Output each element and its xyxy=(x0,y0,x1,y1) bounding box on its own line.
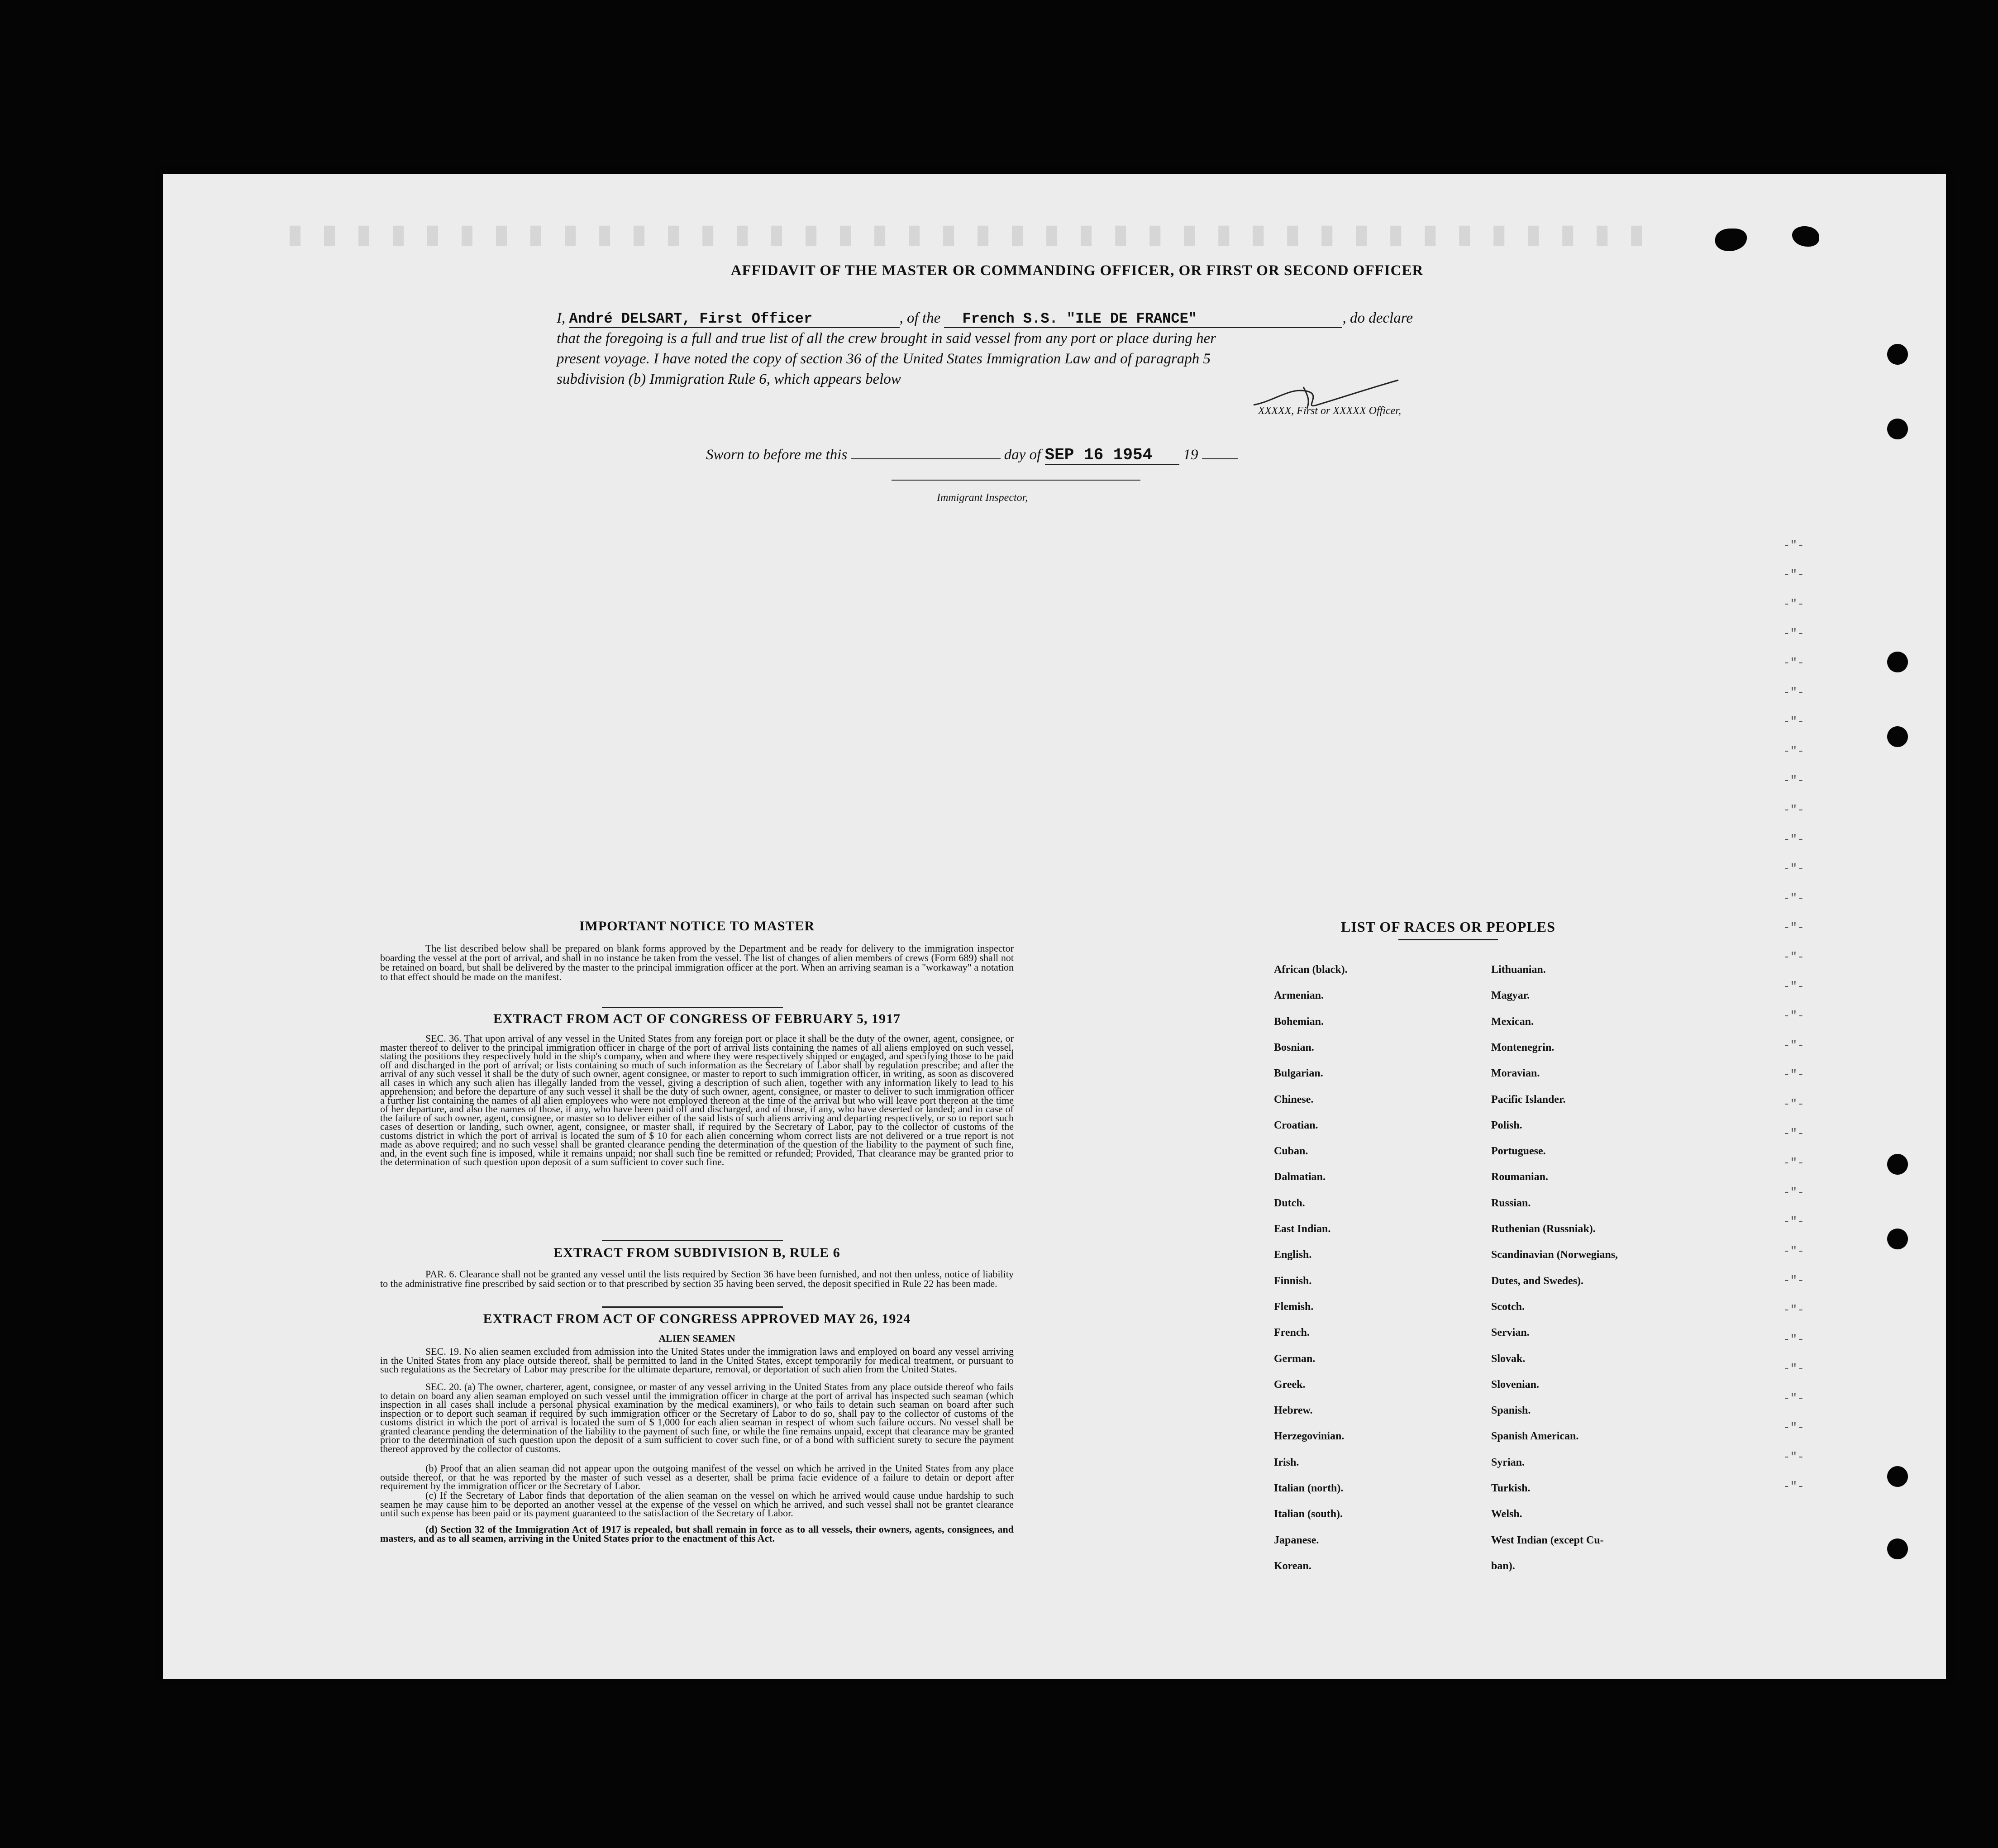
act-1924-sec20a: SEC. 20. (a) The owner, charterer, agent, consignee, or master of any vessel arriving in the United States from any place outside thereof who fails to detain on board any alien seaman employed on such vessel until the immigration officer in charge at the port of arrival has inspected such seaman (which inspection in all cases shall include a personal physical examination by the medical examiners), or who fails to detain such seaman on board after such inspection or to deport such seaman if required by such immigration officer or the Secretary of Labor to do so, shall pay to the collector of customs of the customs district in which the port of arrival is located the sum of $ 1,000 for each alien seaman in respect of whom such failure occurs. No vessel shall be granted clearance pending the determination of the liability to the payment of such fine, or while the fine remains unpaid, except that clearance may be granted prior to the determination of such question upon the deposit of a sum sufficient to cover such fine, or of a bond with sufficient surety to secure the payment thereof approved by the collector of customs. xyxy=(380,1381,1014,1454)
bleed-through-mark: -"- xyxy=(1783,1038,1804,1052)
bleed-through-mark: -"- xyxy=(1783,597,1804,611)
bleed-through-mark: -"- xyxy=(1783,1391,1804,1405)
notice-body: The list described below shall be prepared on blank forms approved by the Department and be ready for delivery to the immigration inspector boarding the vessel at the port of arrival, and shall in no instance be taken from the vessel. The list of changes of alien members of crews (Form 689) shall not be retained on board, but shall be delivered by the master to the principal immigration officer at the port. When an arriving seaman is a "workaway" a notation to that effect should be made on the manifest. xyxy=(380,943,1014,982)
race-item: Bulgarian. xyxy=(1274,1067,1323,1080)
rule-6-body: PAR. 6. Clearance shall not be granted any vessel until the lists required by Section 36 have been furnished, and not then unless, notice of liability to the administrative fine prescribed by said section or to that prescribed by section 35 having been served, the deposit specified in Rule 22 has been made. xyxy=(380,1268,1014,1289)
bleed-through-mark: -"- xyxy=(1783,1333,1804,1346)
punch-hole xyxy=(1887,419,1908,439)
punch-hole xyxy=(1887,1229,1908,1249)
bleed-through-mark: -"- xyxy=(1783,568,1804,581)
declaration-line-1 xyxy=(557,310,1616,328)
bleed-through-header: █ █ █ █ █ █ █ █ █ █ █ █ █ █ █ █ █ █ █ █ █ █ █ █ █ █ █ █ █ █ █ █ █ █ █ █ █ █ █ █ xyxy=(290,226,1649,247)
punch-hole xyxy=(1887,726,1908,747)
race-item: Roumanian. xyxy=(1491,1171,1549,1183)
vessel-name: French S.S. "ILE DE FRANCE" xyxy=(944,310,1342,328)
punch-hole xyxy=(1887,1538,1908,1559)
race-item: Dutes, and Swedes). xyxy=(1491,1275,1584,1287)
bleed-through-mark: -"- xyxy=(1783,1215,1804,1229)
do-declare-text: , do declare xyxy=(1342,310,1413,326)
act-1917-body: SEC. 36. That upon arrival of any vessel in the United States from any foreign port or place it shall be the duty of the owner, agent, consignee, or master thereof to deliver to the principal immigration officer in charge of the port of arrival lists containing the names of all aliens employed on such vessel, stating the positions they respectively hold in the ship's company, when and where they were respectively shipped or engaged, and specifying those to be paid off and discharged in the port of arrival; or lists containing so much of such information as the Secretary of Labor shall by regulation prescribe; and after the arrival of any such vessel it shall be the duty of such owner, agent consignee, or master to report to such immigration officer, in writing, as soon as discovered all cases in which any such alien has illegally landed from the vessel, giving a description of such alien, together with any information likely to lead to his apprehension; and before the departure of any such vessel it shall be the duty of such owner, agent, consignee, or master to deliver to such immigration officer a further list containing the names of all alien employees who were not employed thereon at the time of the arrival but who will leave port thereon at the time of her departure, and also the names of those, if any, who have been paid off and discharged, and of those, if any, who have deserted or landed; and in case of the failure of such owner, agent, consignee, or master so to deliver either of the said lists of such aliens arriving and departing respectively, or so to report such cases of desertion or landing, such owner, agent, consignee, or master shall, if required by the Secretary of Labor, pay to the collector of customs of the customs district in which the port of arrival is located the sum of $ 10 for each alien concerning whom correct lists are not delivered or a true report is not made as above required; and no such vessel shall be granted clearance pending the determination of the question of the liability to the payment of such fine, and, in the event such fine is imposed, while it remains unpaid; nor shall such fine be remitted or refunded; Provided, That clearance may be granted prior to the determination of such question upon deposit of a sum sufficient to cover such fine. xyxy=(380,1033,1014,1167)
race-item: Montenegrin. xyxy=(1491,1041,1555,1053)
act-1917-title: EXTRACT FROM ACT OF CONGRESS OF FEBRUARY 5, 1917 xyxy=(493,1011,901,1026)
signature-caption: XXXXX, First or XXXXX Officer, xyxy=(1258,405,1401,417)
race-item: Mexican. xyxy=(1491,1015,1534,1028)
race-item: ban). xyxy=(1491,1560,1515,1572)
race-item: Dutch. xyxy=(1274,1197,1305,1209)
day-of-text: day of xyxy=(1004,447,1041,463)
rule-6-title: EXTRACT FROM SUBDIVISION B, RULE 6 xyxy=(553,1245,840,1260)
race-item: Italian (south). xyxy=(1274,1508,1343,1520)
act-1924-subtitle: ALIEN SEAMEN xyxy=(658,1333,735,1344)
race-item: Scandinavian (Norwegians, xyxy=(1491,1249,1618,1261)
race-item: German. xyxy=(1274,1353,1316,1365)
race-item: Lithuanian. xyxy=(1491,964,1546,976)
race-item: Greek. xyxy=(1274,1378,1306,1391)
race-item: Herzegovinian. xyxy=(1274,1430,1345,1443)
year-suffix: 19 xyxy=(1183,447,1198,463)
declaration-line-3: present voyage. I have noted the copy of section 36 of the United States Immigration Law and of paragraph 5 xyxy=(557,351,1211,367)
section-divider xyxy=(602,1007,783,1008)
race-item: Hebrew. xyxy=(1274,1405,1313,1417)
race-item: East Indian. xyxy=(1274,1223,1331,1235)
declaration-line-4: subdivision (b) Immigration Rule 6, which appears below xyxy=(557,371,901,387)
race-item: Chinese. xyxy=(1274,1093,1314,1105)
bleed-through-mark: -"- xyxy=(1783,1156,1804,1170)
bleed-through-mark: -"- xyxy=(1783,715,1804,729)
bleed-through-mark: -"- xyxy=(1783,1421,1804,1434)
race-item: Scotch. xyxy=(1491,1300,1525,1313)
races-title-underline xyxy=(1398,939,1498,940)
ink-blot xyxy=(1792,226,1819,247)
section-divider xyxy=(602,1240,783,1241)
act-1924-sec20b: (b) Proof that an alien seaman did not appear upon the outgoing manifest of the vessel on which he arrived in the United States from any place outside thereof, or that he was reported by the master of such vessel as a deserter, shall be prima facie evidence of a failure to detain or deport after requirement by the immigration officer or the Secretary of Labor. xyxy=(380,1462,1014,1491)
race-item: Turkish. xyxy=(1491,1482,1531,1494)
bleed-through-mark: -"- xyxy=(1783,686,1804,699)
race-item: Slovenian. xyxy=(1491,1378,1540,1391)
bleed-through-mark: -"- xyxy=(1783,1303,1804,1317)
race-item: Slovak. xyxy=(1491,1353,1526,1365)
race-item: West Indian (except Cu- xyxy=(1491,1534,1604,1546)
bleed-through-mark: -"- xyxy=(1783,744,1804,758)
race-item: Armenian. xyxy=(1274,990,1324,1002)
bleed-through-mark: -"- xyxy=(1783,538,1804,552)
bleed-through-mark: -"- xyxy=(1783,921,1804,934)
bleed-through-mark: -"- xyxy=(1783,891,1804,905)
race-item: Italian (north). xyxy=(1274,1482,1344,1494)
sworn-day-blank xyxy=(851,458,1001,459)
race-item: Croatian. xyxy=(1274,1119,1318,1131)
punch-hole xyxy=(1887,1466,1908,1487)
declaration-i: I, xyxy=(557,310,566,326)
race-item: African (black). xyxy=(1274,964,1348,976)
race-item: Servian. xyxy=(1491,1327,1530,1339)
date-stamp: SEP 16 1954 xyxy=(1045,446,1180,465)
ink-blot xyxy=(1715,229,1747,251)
bleed-through-mark: -"- xyxy=(1783,1009,1804,1023)
bleed-through-mark: -"- xyxy=(1783,1450,1804,1464)
act-1924-sec20c: (c) If the Secretary of Labor finds that deportation of the alien seaman on the vessel on which he arrived would cause undue hardship to such seamen he may cause him to be deported an another vessel at the expense of the vessel on which he arrived, and such vessel shall not be grantet clearance until such expense has been paid or its payment guaranteed to the satisfaction of the Secretary of Labor. xyxy=(380,1490,1014,1519)
document-page xyxy=(163,174,1946,1679)
race-item: Pacific Islander. xyxy=(1491,1093,1566,1105)
race-item: Japanese. xyxy=(1274,1534,1319,1546)
race-item: Portuguese. xyxy=(1491,1145,1546,1157)
bleed-through-mark: -"- xyxy=(1783,862,1804,876)
race-item: Cuban. xyxy=(1274,1145,1308,1157)
inspector-caption: Immigrant Inspector, xyxy=(937,492,1028,504)
bleed-through-mark: -"- xyxy=(1783,627,1804,640)
bleed-through-mark: -"- xyxy=(1783,1274,1804,1287)
punch-hole xyxy=(1887,652,1908,672)
bleed-through-mark: -"- xyxy=(1783,1480,1804,1493)
race-item: Bosnian. xyxy=(1274,1041,1314,1053)
act-1924-title: EXTRACT FROM ACT OF CONGRESS APPROVED MAY 26, 1924 xyxy=(483,1311,911,1326)
bleed-through-mark: -"- xyxy=(1783,1362,1804,1376)
notice-title: IMPORTANT NOTICE TO MASTER xyxy=(579,919,815,934)
declaration-line-2: that the foregoing is a full and true list of all the crew brought in said vessel from any port or place during her xyxy=(557,330,1216,347)
race-item: Magyar. xyxy=(1491,990,1530,1002)
section-divider xyxy=(602,1306,783,1308)
race-item: Welsh. xyxy=(1491,1508,1522,1520)
races-title: LIST OF RACES OR PEOPLES xyxy=(1341,919,1555,935)
race-item: Korean. xyxy=(1274,1560,1311,1572)
bleed-through-mark: -"- xyxy=(1783,980,1804,993)
of-the-text: , of the xyxy=(899,310,941,326)
race-item: Spanish American. xyxy=(1491,1430,1579,1443)
act-1924-sec19: SEC. 19. No alien seamen excluded from admission into the United States under the immigration laws and employed on board any vessel arriving in the United States from any place outside thereof, shall be permitted to land in the United States, except temporarily for medical treatment, or pursuant to such regulations as the Secretary of Labor may prescribe for the ultimate departure, removal, or deportation of such alien from the United States. xyxy=(380,1346,1014,1375)
bleed-through-mark: -"- xyxy=(1783,774,1804,787)
race-item: Bohemian. xyxy=(1274,1015,1324,1028)
affidavit-title: AFFIDAVIT OF THE MASTER OR COMMANDING OFFICER, OR FIRST OR SECOND OFFICER xyxy=(730,262,1424,279)
race-item: Flemish. xyxy=(1274,1300,1314,1313)
race-item: Ruthenian (Russniak). xyxy=(1491,1223,1596,1235)
race-item: Finnish. xyxy=(1274,1275,1312,1287)
bleed-through-mark: -"- xyxy=(1783,1186,1804,1199)
bleed-through-mark: -"- xyxy=(1783,1068,1804,1081)
race-item: English. xyxy=(1274,1249,1312,1261)
race-item: Syrian. xyxy=(1491,1456,1525,1468)
race-item: Dalmatian. xyxy=(1274,1171,1326,1183)
race-item: French. xyxy=(1274,1327,1310,1339)
race-item: Spanish. xyxy=(1491,1405,1531,1417)
sworn-line xyxy=(706,446,1238,464)
bleed-through-mark: -"- xyxy=(1783,1097,1804,1111)
officer-name: André DELSART, First Officer xyxy=(569,310,900,328)
punch-hole xyxy=(1887,344,1908,365)
act-1924-sec20d: (d) Section 32 of the Immigration Act of 1917 is repealed, but shall remain in force as to all vessels, their owners, agents, consignees, and masters, and as to all seamen, arriving in the United States prior to the enactment of this Act. xyxy=(380,1524,1014,1544)
race-item: Moravian. xyxy=(1491,1067,1540,1080)
bleed-through-mark: -"- xyxy=(1783,1244,1804,1258)
sworn-text: Sworn to before me this xyxy=(706,447,848,463)
race-item: Polish. xyxy=(1491,1119,1522,1131)
bleed-through-mark: -"- xyxy=(1783,656,1804,670)
inspector-signature-line xyxy=(892,480,1140,481)
bleed-through-mark: -"- xyxy=(1783,950,1804,964)
bleed-through-mark: -"- xyxy=(1783,1127,1804,1140)
punch-hole xyxy=(1887,1154,1908,1175)
race-item: Russian. xyxy=(1491,1197,1531,1209)
bleed-through-mark: -"- xyxy=(1783,833,1804,846)
race-item: Irish. xyxy=(1274,1456,1299,1468)
year-blank xyxy=(1202,458,1238,459)
bleed-through-mark: -"- xyxy=(1783,803,1804,817)
